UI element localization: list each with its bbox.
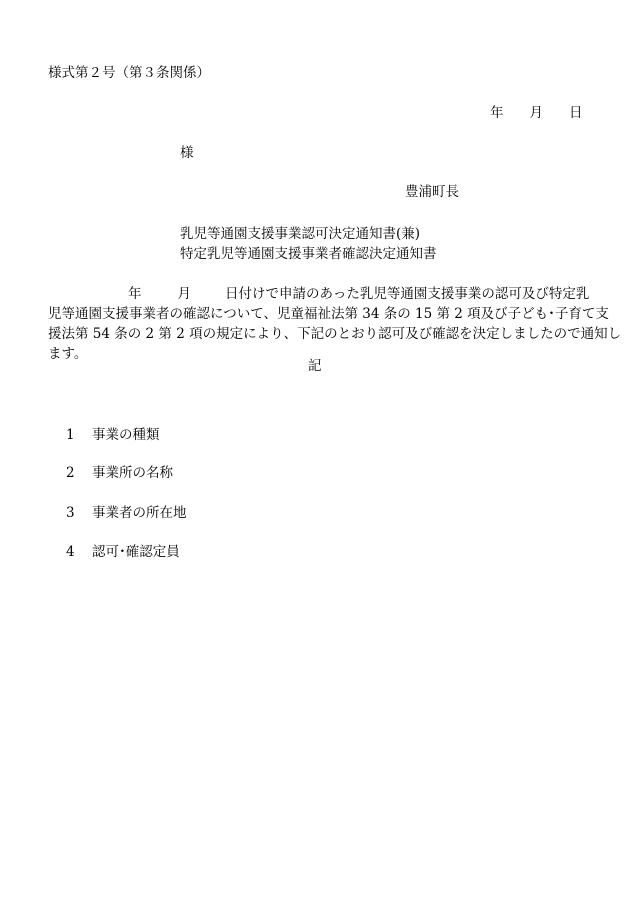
body-year-label: 年 <box>128 286 142 302</box>
body-paragraph <box>48 284 622 364</box>
item-number: 2 <box>66 465 75 481</box>
issuer-name: 豊浦町長 <box>405 184 459 200</box>
date-day-label: 日 <box>569 105 583 121</box>
list-item <box>66 429 160 443</box>
list-item <box>66 546 180 560</box>
body-line-1-text: 日付けで申請のあった乳児等通園支援事業の認可及び特定乳 <box>225 286 590 302</box>
item-label: 事業所の名称 <box>92 465 173 481</box>
item-number: 4 <box>66 544 75 560</box>
date-line <box>490 107 583 121</box>
document-title-line-2: 特定乳児等通園支援事業者確認決定通知書 <box>180 246 437 262</box>
body-line-3: 援法第 54 条の 2 第 2 項の規定により、下記のとおり認可及び確認を決定しましたので通知し <box>48 326 622 342</box>
item-label: 認可･確認定員 <box>92 544 180 560</box>
document-title-line-1: 乳児等通園支援事業認可決定通知書(兼) <box>180 226 421 242</box>
item-label: 事業者の所在地 <box>92 505 187 521</box>
form-number: 様式第２号（第３条関係） <box>48 65 210 81</box>
body-line-4: ます。 <box>48 346 88 362</box>
item-label: 事業の種類 <box>92 427 160 443</box>
date-month-label: 月 <box>529 105 543 121</box>
body-line-1 <box>48 284 590 304</box>
body-line-2: 児等通園支援事業者の確認について、児童福祉法第 34 条の 15 第 2 項及び子ども･子育て支 <box>48 306 609 322</box>
date-year-label: 年 <box>490 105 504 121</box>
item-number: 3 <box>66 505 75 521</box>
list-item <box>66 507 187 521</box>
body-month-label: 月 <box>177 286 191 302</box>
ki-heading: 記 <box>308 358 322 374</box>
item-number: 1 <box>66 427 75 443</box>
list-item <box>66 467 173 481</box>
addressee-suffix: 様 <box>180 145 194 161</box>
